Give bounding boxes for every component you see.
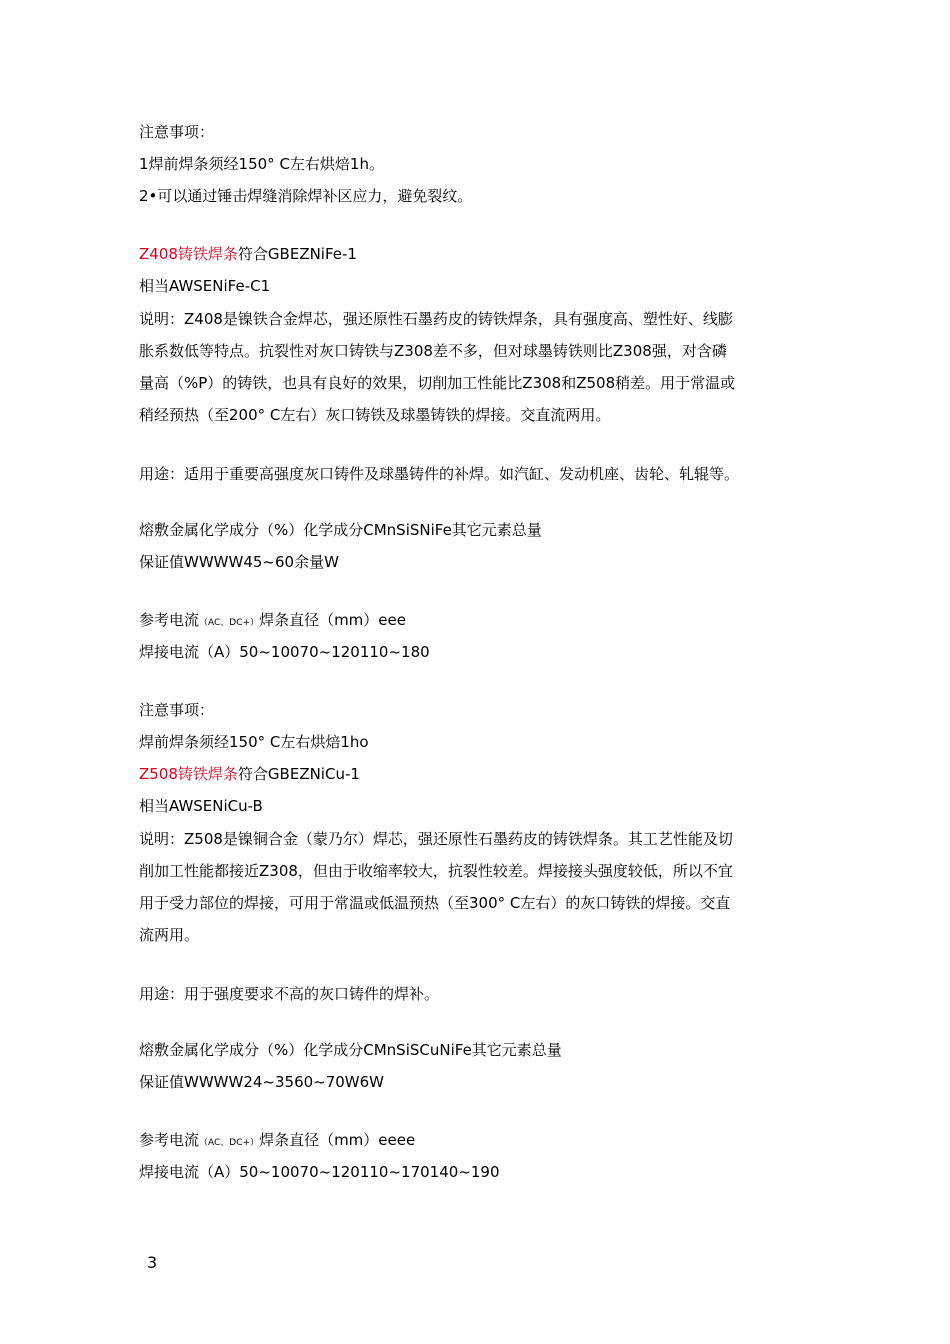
z508-usage: 用途：用于强度要求不高的灰口铸件的焊补。	[139, 985, 440, 1003]
notice-title: 注意事项：	[139, 701, 215, 719]
note-line: 2•可以通过锤击焊缝消除焊补区应力，避免裂纹。	[139, 187, 473, 205]
z408-title-line	[139, 244, 357, 264]
z408-standard: 符合GBEZNiFe-1	[237, 245, 357, 263]
z408-current-values: 焊接电流（A）50~10070~120110~180	[139, 643, 430, 661]
z508-description-line: 削加工性能都接近Z308，但由于收缩率较大，抗裂性较差。焊接接头强度较低，所以不宜	[139, 862, 733, 880]
z408-description-line: 量高（%P）的铸铁，也具有良好的效果，切削加工性能比Z308和Z508稍差。用于常温或	[139, 374, 736, 392]
z408-chem-values: 保证值WWWW45~60余量W	[139, 553, 339, 571]
z408-name: Z408铸铁焊条	[139, 245, 238, 263]
notice-title: 注意事项：	[139, 123, 215, 141]
z408-equivalent: 相当AWSENiFe-C1	[139, 277, 271, 295]
z508-equivalent: 相当AWSENiCu-B	[139, 797, 263, 815]
z408-usage: 用途：适用于重要高强度灰口铸件及球墨铸件的补焊。如汽缸、发动机座、齿轮、轧辊等。	[139, 465, 740, 483]
current-type: （AC、DC+）	[199, 618, 260, 628]
z508-current-values: 焊接电流（A）50~10070~120110~170140~190	[139, 1163, 500, 1181]
z508-description-line: 流两用。	[139, 926, 200, 944]
current-label: 参考电流	[139, 611, 200, 629]
z508-current-header	[139, 1130, 415, 1153]
diameter-label: 焊条直径（mm）eee	[259, 611, 406, 629]
z508-description-line: 用于受力部位的焊接，可用于常温或低温预热（至300° C左右）的灰口铸铁的焊接。交直	[139, 894, 731, 912]
current-type: （AC、DC+）	[199, 1138, 260, 1148]
note-line: 焊前焊条须经150° C左右烘焙1ho	[139, 733, 369, 751]
z508-name: Z508铸铁焊条	[139, 765, 238, 783]
z408-description-line: 胀系数低等特点。抗裂性对灰口铸铁与Z308差不多，但对球墨铸铁则比Z308强，对含磷	[139, 342, 727, 360]
current-label: 参考电流	[139, 1131, 200, 1149]
page-number: 3	[147, 1253, 158, 1272]
z508-chem-header: 熔敷金属化学成分（%）化学成分CMnSiSCuNiFe其它元素总量	[139, 1041, 562, 1059]
z508-title-line	[139, 764, 360, 784]
z408-chem-header: 熔敷金属化学成分（%）化学成分CMnSiSNiFe其它元素总量	[139, 521, 542, 539]
diameter-label: 焊条直径（mm）eeee	[259, 1131, 416, 1149]
z508-chem-values: 保证值WWWW24~3560~70W6W	[139, 1073, 385, 1091]
note-line: 1焊前焊条须经150° C左右烘焙1h。	[139, 155, 384, 173]
z508-description-line: 说明：Z508是镍铜合金（蒙乃尔）焊芯，强还原性石墨药皮的铸铁焊条。其工艺性能及切	[139, 830, 733, 848]
z408-description-line: 说明：Z408是镍铁合金焊芯，强还原性石墨药皮的铸铁焊条，具有强度高、塑性好、线膨	[139, 310, 733, 328]
z508-standard: 符合GBEZNiCu-1	[237, 765, 360, 783]
z408-current-header	[139, 610, 406, 633]
z408-description-line: 稍经预热（至200° C左右）灰口铸铁及球墨铸铁的焊接。交直流两用。	[139, 406, 611, 424]
